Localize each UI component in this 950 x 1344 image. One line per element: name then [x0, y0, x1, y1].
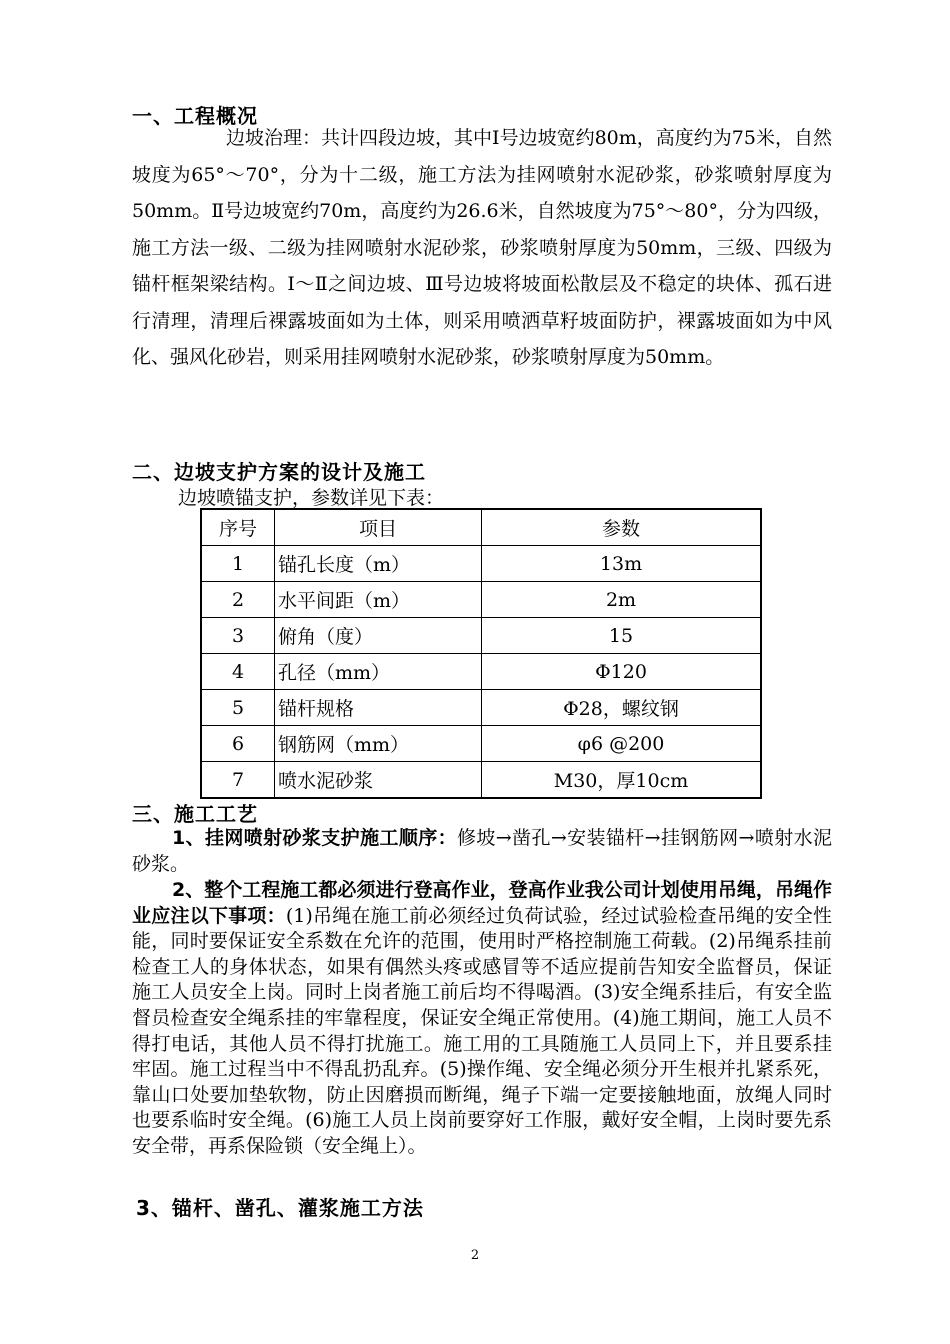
- table-row: [201, 762, 761, 799]
- header-item: 项目: [275, 509, 482, 546]
- row-item: 俯角（度）: [275, 618, 482, 654]
- table-intro: 边坡喷锚支护，参数详见下表：: [178, 487, 445, 509]
- row-item: 孔径（mm）: [275, 654, 482, 690]
- row-number: 6: [201, 726, 275, 762]
- table-header-row: [201, 509, 761, 546]
- table-row: [201, 690, 761, 726]
- item-1-title: 1、挂网喷射砂浆支护施工顺序：: [172, 827, 457, 849]
- table-row: [201, 582, 761, 618]
- row-value: 2m: [482, 582, 762, 618]
- row-item: 水平间距（m）: [275, 582, 482, 618]
- row-item: 喷水泥砂浆: [275, 762, 482, 799]
- section-2-heading: 二、边坡支护方案的设计及施工: [132, 460, 426, 484]
- item-2-title: 2、整个工程施工都必须进行登高作业，登高作业我公司计划使用吊绳，吊绳作业应注以下事项：: [132, 879, 832, 927]
- item-1-text: 修坡→凿孔→安装锚杆→挂钢筋网→喷射水泥砂浆。: [132, 827, 832, 875]
- row-value: M30，厚10cm: [482, 762, 762, 799]
- table-row: [201, 618, 761, 654]
- header-value: 参数: [482, 509, 762, 546]
- item-3-heading: 3、锚杆、凿孔、灌浆施工方法: [136, 1196, 424, 1220]
- section-3-item-1: [132, 826, 832, 877]
- row-number: 4: [201, 654, 275, 690]
- item-2-text: (1)吊绳在施工前必须经过负荷试验，经过试验检查吊绳的安全性能，同时要保证安全系数在允许的范围，使用时严格控制施工荷载。(2)吊绳系挂前检查工人的身体状态，如果有偶然头疼或感冒等不适应提前告知安全监督员，保证施工人员安全上岗。同时上岗者施工前后均不得喝酒。(3)安全绳系挂后，有安全监督员检查安全绳系挂的牢靠程度，保证安全绳正常使用。(4)施工期间，施工人员不得打电话，其他人员不得打扰施工。施工用的工具随施工人员同上下，并且要系挂牢固。施工过程当中不得乱扔乱弃。(5)操作绳、安全绳必须分开生根并扎紧系死，靠山口处要加垫软物，防止因磨损而断绳，绳子下端一定要接触地面，放绳人同时也要系临时安全绳。(6)施工人员上岗前要穿好工作服，戴好安全帽，上岗时要先系安全带，再系保险锁（安全绳上）。: [132, 904, 832, 1157]
- row-value: Φ120: [482, 654, 762, 690]
- row-number: 3: [201, 618, 275, 654]
- row-item: 钢筋网（mm）: [275, 726, 482, 762]
- section-3-item-2: [132, 878, 832, 1160]
- row-value: 15: [482, 618, 762, 654]
- row-value: φ6 @200: [482, 726, 762, 762]
- section-1-heading: 一、工程概况: [132, 104, 258, 128]
- header-number: 序号: [201, 509, 275, 546]
- row-item: 锚杆规格: [275, 690, 482, 726]
- row-number: 5: [201, 690, 275, 726]
- row-number: 2: [201, 582, 275, 618]
- row-value: Φ28，螺纹钢: [482, 690, 762, 726]
- section-1-text: 边坡治理：共计四段边坡，其中Ⅰ号边坡宽约80m，高度约为75米，自然坡度为65°～70°，分为十二级，施工方法为挂网喷射水泥砂浆，砂浆喷射厚度为50mm。Ⅱ号边坡宽约70m，高度约为26.6米，自然坡度为75°～80°，分为四级，施工方法一级、二级为挂网喷射水泥砂浆，砂浆喷射厚度为50mm，三级、四级为锚杆框架梁结构。Ⅰ～Ⅱ之间边坡、Ⅲ号边坡将坡面松散层及不稳定的块体、孤石进行清理，清理后裸露坡面如为土体，则采用喷洒草籽坡面防护，裸露坡面如为中风化、强风化砂岩，则采用挂网喷射水泥砂浆，砂浆喷射厚度为50mm。: [132, 127, 832, 368]
- row-number: 7: [201, 762, 275, 799]
- table-row: [201, 546, 761, 582]
- row-item: 锚孔长度（m）: [275, 546, 482, 582]
- table-row: [201, 654, 761, 690]
- row-number: 1: [201, 546, 275, 582]
- page-number: 2: [470, 1248, 480, 1263]
- parameter-table: [200, 508, 762, 799]
- section-3-heading: 三、施工工艺: [132, 802, 258, 826]
- section-1-paragraph: [132, 120, 832, 376]
- table-row: [201, 726, 761, 762]
- row-value: 13m: [482, 546, 762, 582]
